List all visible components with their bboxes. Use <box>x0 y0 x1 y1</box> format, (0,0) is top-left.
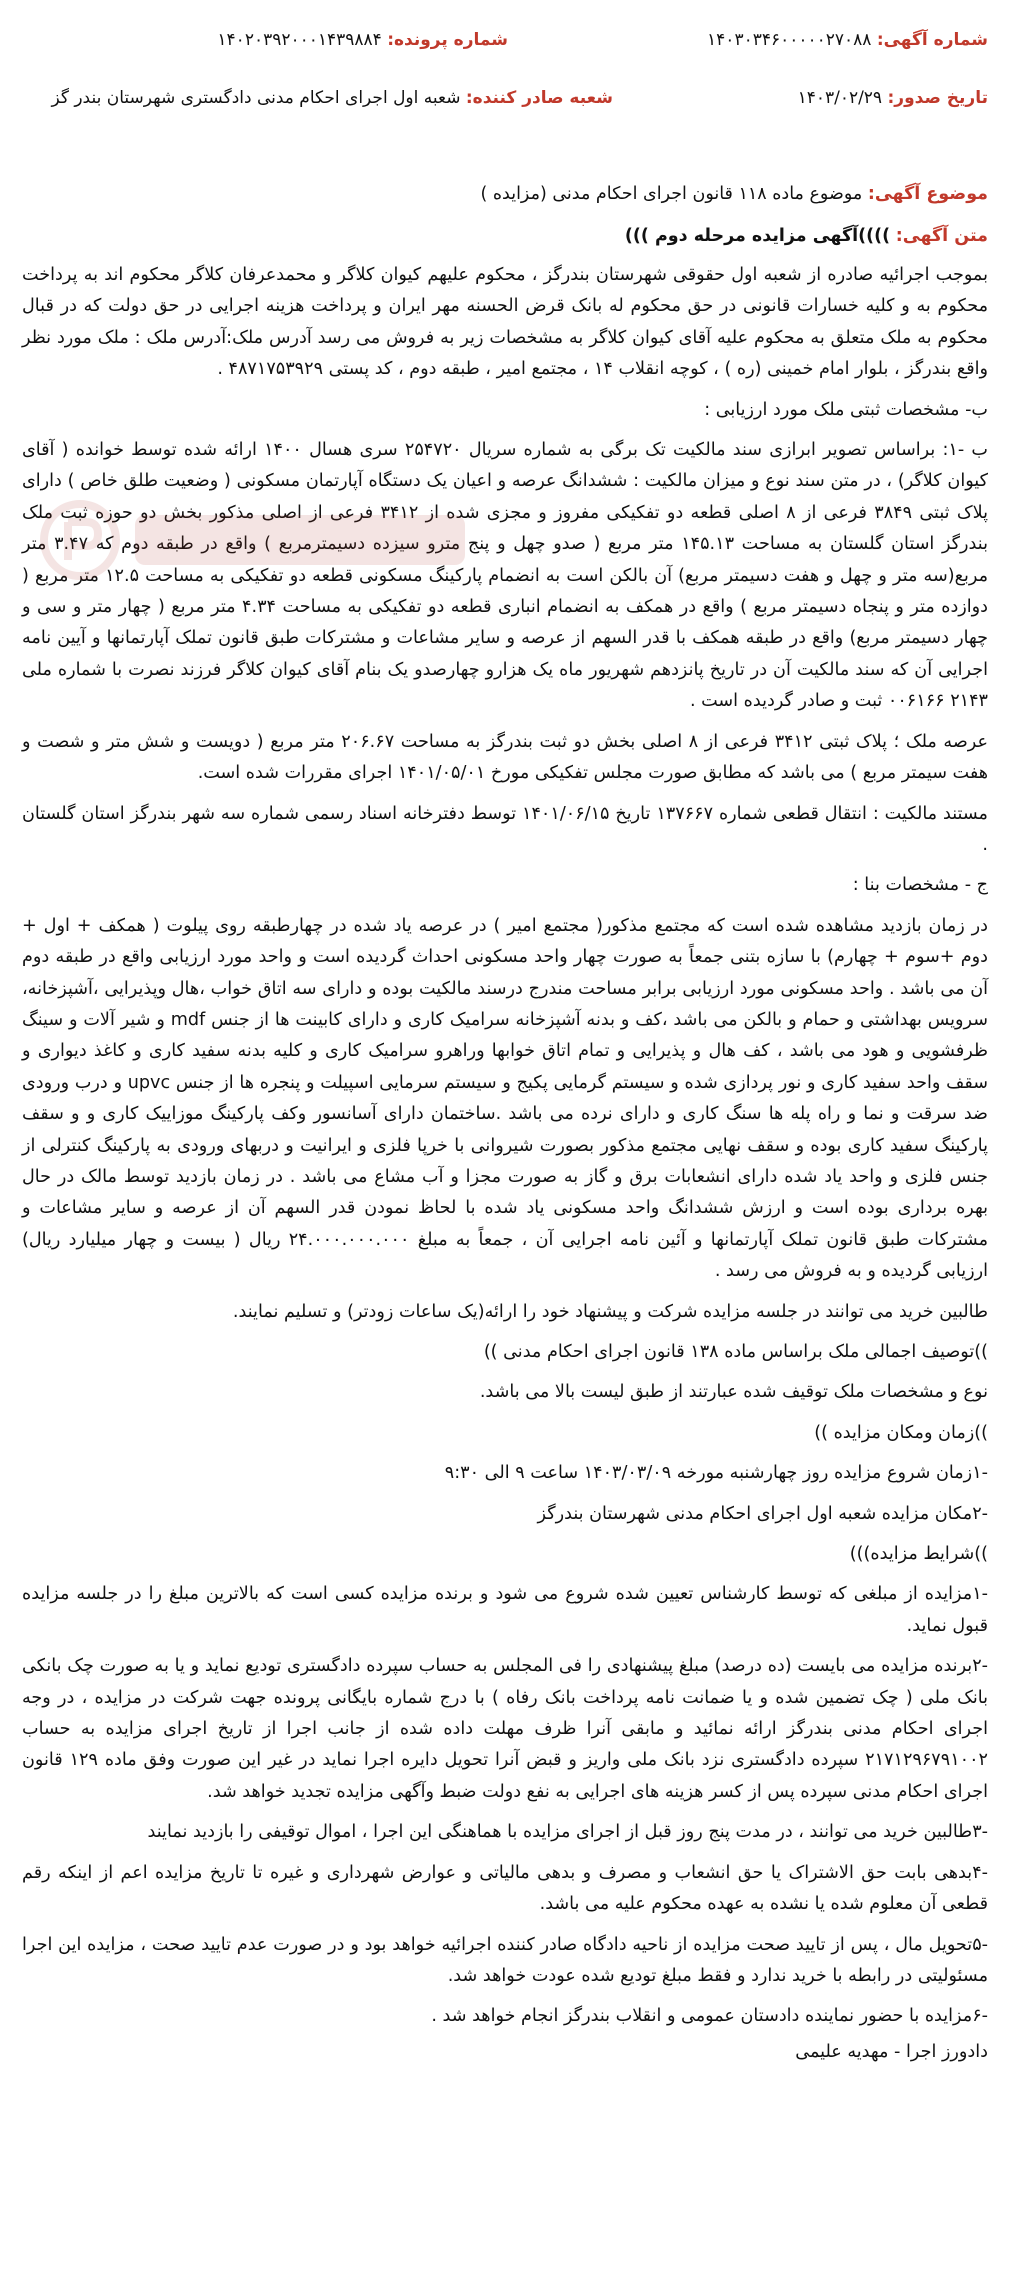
ad-number-row <box>707 30 988 50</box>
paragraph-building: در زمان بازدید مشاهده شده است که مجتمع مذکور( مجتمع امیر ) در عرصه یاد شده در چهارطبقه روی پیلوت ( همکف + اول + دوم +سوم + چهارم) با سازه بتنی جمعاً به صورت چهار واحد مسکونی احداث گردیده است و واحد مورد ارزیابی واقع در طبقه دوم آن می باشد . واحد مسکونی مورد ارزیابی برابر مساحت مندرج درسند مالکیت بوده و دارای سه اتاق خواب ،هال وپذیرایی ،آشپزخانه، سرویس بهداشتی و حمام و بالکن می باشد ،کف و بدنه آشپزخانه سرامیک کاری و دارای کابینت ها از جنس mdf و شیر آلات و سینگ ظرفشویی و هود می باشد ، کف هال و پذیرایی و تمام اتاق خوابها وراهرو سرامیک کاری و کلیه بدنه سفید کاری و کاغذ دیواری و سقف واحد سفید کاری و نور پردازی شده و سیستم گرمایی پکیج و سیستم سرمایی اسپیلت و پنجره ها از جنس upvc و درب ورودی ضد سرقت و نما و راه پله ها سنگ کاری و دارای نرده می باشد .ساختمان دارای آسانسور وکف پارکینگ موزاییک کاری و و سقف پارکینگ سفید کاری بوده و سقف نهایی مجتمع مذکور بصورت شیروانی با خرپا فلزی و ایرانیت و دربهای ورودی به پارکینگ کنترلی از جنس فلزی و واحد یاد شده دارای انشعابات برق و گاز به صورت مجزا و آب مشاع می باشد . در زمان بازدید توسط مالک در حال بهره برداری بوده است و ارزش ششدانگ واحد مسکونی یاد شده با لحاظ نمودن قدر السهم آن از عرصه و سایر مشاعات و مشترکات طبق قانون تملک آپارتمانها و آئین نامه اجرایی آن ، جمعاً به مبلغ ۲۴.۰۰۰.۰۰۰.۰۰۰ ریال ( بیست و چهار میلیارد ریال) ارزیابی گردیده و به فروش می رسد . <box>22 915 988 1282</box>
paragraph-section-b: ب- مشخصات ثبتی ملک مورد ارزیابی : <box>704 399 988 420</box>
text-label-row <box>22 220 988 252</box>
paragraph-place: -۲مکان مزایده شعبه اول اجرای احکام مدنی شهرستان بندرگز <box>537 1503 988 1524</box>
issuer: شعبه اول اجرای احکام مدنی دادگستری شهرستان بندر گز <box>51 88 461 108</box>
paragraph-bidders: طالبین خرید می توانند در جلسه مزایده شرکت و پیشنهاد خود را ارائه(یک ساعات زودتر) و تسلیم نمایند. <box>232 1301 988 1322</box>
subject-label: موضوع آگهی: <box>867 184 988 204</box>
condition-5: -۵تحویل مال ، پس از تایید صحت مزایده از ناحیه دادگاه صادر کننده اجرائیه خواهد بود و در صورت عدم تایید صحت ، مزایده این اجرا مسئولیتی در رابطه با خرید ندارد و فقط مبلغ تودیع شده عودت خواهد شد. <box>22 1934 988 1986</box>
case-number-row <box>217 30 508 50</box>
issue-date-label: تاریخ صدور: <box>887 88 988 108</box>
ad-title: ))))آگهی مزایده مرحله دوم ))) <box>624 226 891 246</box>
paragraph-summary: نوع و مشخصات ملک توقیف شده عبارتند از طبق لیست بالا می باشد. <box>479 1382 988 1403</box>
subject-row <box>22 178 988 210</box>
case-number: ۱۴۰۲۰۳۹۲۰۰۰۱۴۳۹۸۸۴ <box>217 30 382 50</box>
issuer-row <box>51 88 613 108</box>
paragraph-land: عرصه ملک ؛ پلاک ثبتی ۳۴۱۲ فرعی از ۸ اصلی بخش دو ثبت بندرگز به مساحت ۲۰۶.۶۷ متر مربع ( دویست و شش متر و شصت و هفت سیمتر مربع ) می باشد که مطابق صورت مجلس تفکیکی مورخ ۱۴۰۱/۰۵/۰۱ اجرای مقررات شده است. <box>22 731 988 784</box>
paragraph-time-place-title: ))زمان ومکان مزایده )) <box>814 1422 988 1443</box>
paragraph-intro: بموجب اجرائیه صادره از شعبه اول حقوقی شهرستان بندرگز ، محکوم علیهم کیوان کلاگر و محمدعرفان کلاگر محکوم اند به پرداخت محکوم به و کلیه خسارات قانونی در حق محکوم له بانک قرض الحسنه مهر ایران و پرداخت هزینه اجرایی در حق دولت که در قبال محکوم به ملک متعلق به محکوم علیه آقای کیوان کلاگر به مشخصات زیر به فروش می رسد آدرس ملک:آدرس ملک : ملک مورد نظر واقع بندرگز ، بلوار امام خمینی (ره ) ، کوچه انقلاب ۱۴ ، مجتمع امیر ، طبقه دوم ، کد پستی ۴۸۷۱۷۵۳۹۲۹ . <box>22 265 988 380</box>
signature: دادورز اجرا - مهدیه علیمی <box>795 2041 988 2062</box>
subject-value: موضوع ماده ۱۱۸ قانون اجرای احکام مدنی (مزایده ) <box>480 184 863 204</box>
paragraph-summary-title: ))توصیف اجمالی ملک براساس ماده ۱۳۸ قانون اجرای احکام مدنی )) <box>483 1342 988 1362</box>
condition-4: -۴بدهی بابت حق الاشتراک یا حق انشعاب و مصرف و بدهی مالیاتی و عوارض شهرداری و غیره تا تاریخ مزایده اعم از اینکه رقم قطعی آن معلوم شده یا نشده به عهده محکوم علیه می باشد. <box>22 1862 988 1915</box>
condition-6: -۶مزایده با حضور نماینده دادستان عمومی و انقلاب بندرگز انجام خواهد شد . <box>431 2006 988 2027</box>
issuer-label: شعبه صادر کننده: <box>465 88 613 108</box>
ad-header <box>22 30 988 170</box>
text-label: متن آگهی: <box>895 226 988 246</box>
ad-number: ۱۴۰۳۰۳۴۶۰۰۰۰۰۲۷۰۸۸ <box>707 30 872 50</box>
paragraph-ownership: مستند مالکیت : انتقال قطعی شماره ۱۳۷۶۶۷ تاریخ ۱۴۰۱/۰۶/۱۵ توسط دفترخانه اسناد رسمی شماره سه شهر بندرگز استان گلستان . <box>22 803 988 855</box>
issue-date-row <box>798 88 988 108</box>
case-number-label: شماره پرونده: <box>387 30 508 50</box>
ad-body <box>22 260 988 2033</box>
issue-date: ۱۴۰۳/۰۲/۲۹ <box>797 88 883 108</box>
condition-2: -۲برنده مزایده می بایست (ده درصد) مبلغ پیشنهادی را فی المجلس به حساب سپرده دادگستری تودیع نماید و یا به صورت چک بانکی بانک ملی ( چک تضمین شده و یا ضمانت نامه پرداخت بانک رفاه ) با درج شماره بایگانی پرونده جهت شرکت در مزایده ، در وجه اجرای احکام مدنی بندرگز ارائه نمائید و مابقی آنرا ظرف مهلت داده شده از جانب اجرا از تاریخ اجرای مزایده به حساب ۲۱۷۱۲۹۶۷۹۱۰۰۲ سپرده دادگستری نزد بانک ملی واریز و قبض آنرا تحویل دایره اجرا نماید در غیر این صورت وفق ماده ۱۲۹ قانون اجرای احکام مدنی سپرده پس از کسر هزینه های اجرایی به نفع دولت ضبط وآگهی مزایده تجدید خواهد شد. <box>22 1656 988 1802</box>
paragraph-section-c: ج - مشخصات بنا : <box>852 875 988 896</box>
condition-1: -۱مزایده از مبلغی که توسط کارشناس تعیین شده شروع می شود و برنده مزایده کسی است که بالاترین مبلغ را در جلسه مزایده قبول نماید. <box>22 1584 988 1636</box>
paragraph-deed: ب -۱: براساس تصویر ابرازی سند مالکیت تک برگی به شماره سریال ۲۵۴۷۲۰ سری هسال ۱۴۰۰ ارائه شده توسط خوانده ( آقای کیوان کلاگر) ، در متن سند نوع و میزان مالکیت : ششدانگ عرصه و اعیان یک دستگاه آپارتمان مسکونی ( وضعیت طلق خاص ) دارای پلاک ثبتی ۳۸۴۹ فرعی از ۸ اصلی قطعه دو تفکیکی مفروز و مجزی شده از ۳۴۱۲ فرعی از اصلی مذکور بخش دو حوزه ثبت ملک بندرگز استان گلستان به مساحت ۱۴۵.۱۳ متر مربع ( صدو چهل و پنج مترو سیزده دسیمترمربع ) واقع در طبقه دوم که ۳.۴۷ متر مربع(سه متر و چهل و هفت دسیمتر مربع) آن بالکن است به انضمام پارکینگ مسکونی قطعه دو تفکیکی به مساحت ۱۲.۵ متر مربع ( دوازده متر و پنجاه دسیمتر مربع ) واقع در همکف به انضمام انباری قطعه دو تفکیکی به مساحت ۴.۳۴ متر مربع ( چهار متر و سی و چهار دسیمتر مربع) واقع در طبقه همکف با قدر السهم از عرصه و سایر مشاعات و مشترکات طبق قانون تملک آپارتمانها و آیین نامه اجرایی آن که سند مالکیت آن در تاریخ پانزدهم شهریور ماه یک هزارو چهارصدو یک بنام آقای کیوان کلاگر فرزند نصرت با شماره ملی ۲۱۴۳ ۰۰۶۱۶۶ ثبت و صادر گردیده است . <box>22 440 989 712</box>
paragraph-time: -۱زمان شروع مزایده روز چهارشنبه مورخه ۱۴۰۳/۰۳/۰۹ ساعت ۹ الی ۹:۳۰ <box>444 1463 988 1484</box>
condition-3: -۳طالبین خرید می توانند ، در مدت پنج روز قبل از اجرای مزایده با هماهنگی این اجرا ، اموال توقیفی را بازدید نمایند <box>147 1822 988 1843</box>
paragraph-conditions-title: ))شرایط مزایده))) <box>849 1544 988 1565</box>
ad-number-label: شماره آگهی: <box>876 30 988 50</box>
